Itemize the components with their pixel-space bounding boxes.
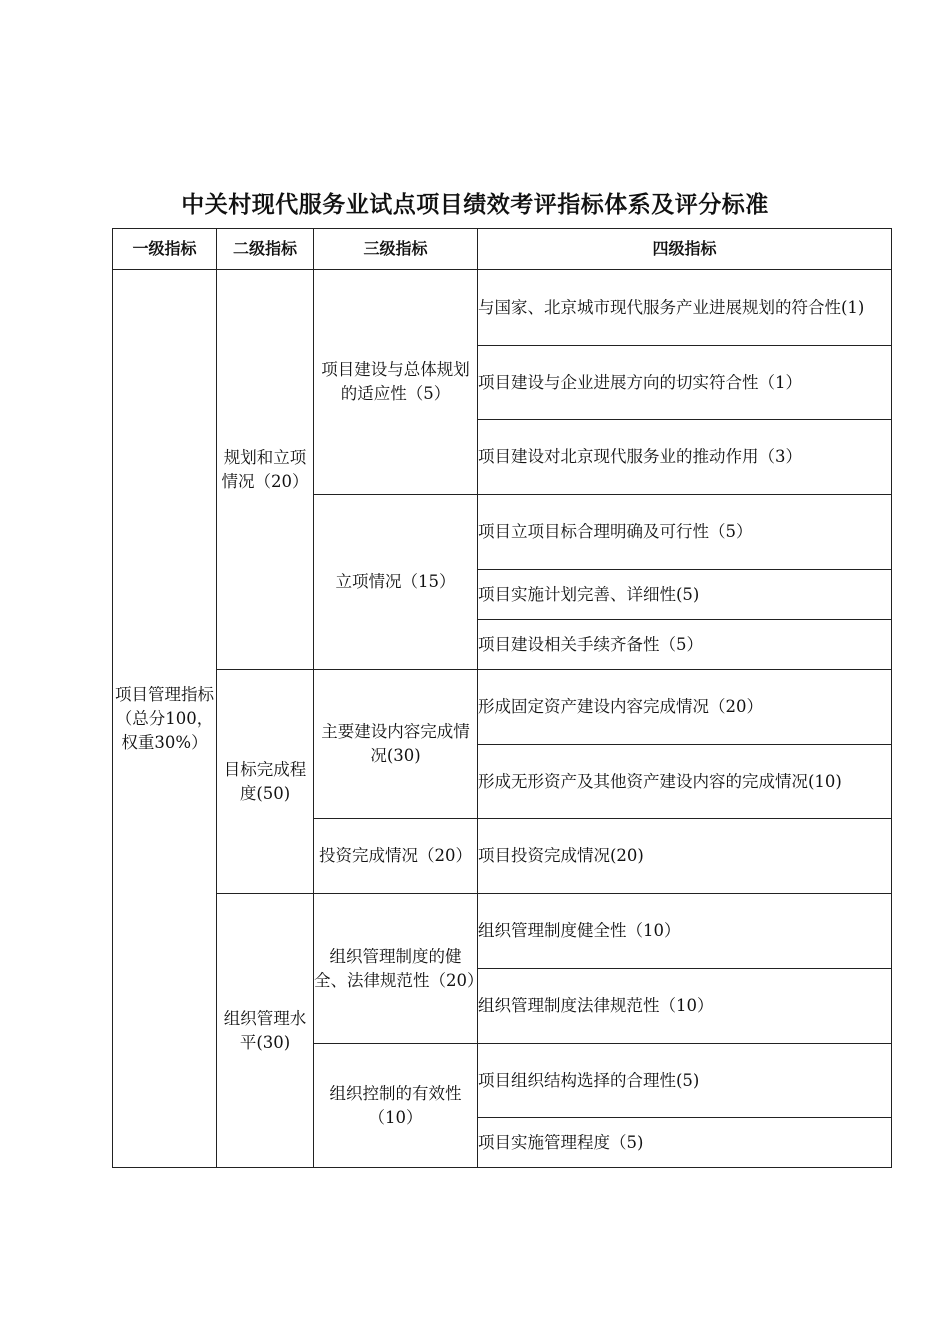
level4-cell: 组织管理制度法律规范性（10） [478,969,892,1044]
level3-label: 组织控制的有效性（10） [329,1083,462,1127]
level3-cell [314,894,484,1044]
level3-cell [314,670,478,819]
level1-cell [113,270,217,1168]
level2-label: 组织管理水平(30) [223,1008,307,1052]
level4-cell: 与国家、北京城市现代服务产业进展规划的符合性(1) [478,270,892,346]
table-row [113,670,892,745]
level3-cell [314,495,478,670]
header-level4: 四级指标 [478,229,892,270]
level4-cell: 形成无形资产及其他资产建设内容的完成情况(10) [478,745,892,819]
level4-cell: 项目建设相关手续齐备性（5） [478,620,892,670]
level2-cell [217,270,314,670]
level3-label: 主要建设内容完成情况(30) [321,722,470,765]
header-level3: 三级指标 [314,229,478,270]
table-row [113,270,892,346]
level2-label: 目标完成程度(50) [223,759,307,803]
level3-cell [314,819,478,894]
level4-cell: 形成固定资产建设内容完成情况（20） [478,670,892,745]
header-row [113,229,892,270]
level3-cell [314,270,478,495]
page-title: 中关村现代服务业试点项目绩效考评指标体系及评分标准 [181,192,769,218]
level3-cell [314,1044,478,1168]
level3-label: 组织管理制度的健全、法律规范性（20） [314,946,484,990]
level4-cell: 项目实施管理程度（5) [478,1118,892,1168]
level4-cell: 项目实施计划完善、详细性(5) [478,570,892,620]
level3-label: 项目建设与总体规划的适应性（5） [321,360,470,403]
table-row [113,894,892,969]
level4-cell: 项目建设与企业进展方向的切实符合性（1） [478,346,892,420]
level1-label: 项目管理指标（总分100，权重30%） [115,684,214,752]
header-level2: 二级指标 [217,229,314,270]
level2-cell [217,894,314,1168]
indicator-table [112,228,892,1168]
level4-cell: 项目立项目标合理明确及可行性（5） [478,495,892,570]
level4-cell: 项目投资完成情况(20) [478,819,892,894]
level4-cell: 项目建设对北京现代服务业的推动作用（3） [478,420,892,495]
level4-cell: 项目组织结构选择的合理性(5) [478,1044,892,1118]
level3-label: 立项情况（15） [335,572,456,591]
level2-label: 规划和立项情况（20） [221,447,309,491]
header-level1: 一级指标 [113,229,217,270]
level3-label: 投资完成情况（20） [319,846,472,865]
level4-cell: 组织管理制度健全性（10） [478,894,892,969]
level2-cell [217,670,314,894]
